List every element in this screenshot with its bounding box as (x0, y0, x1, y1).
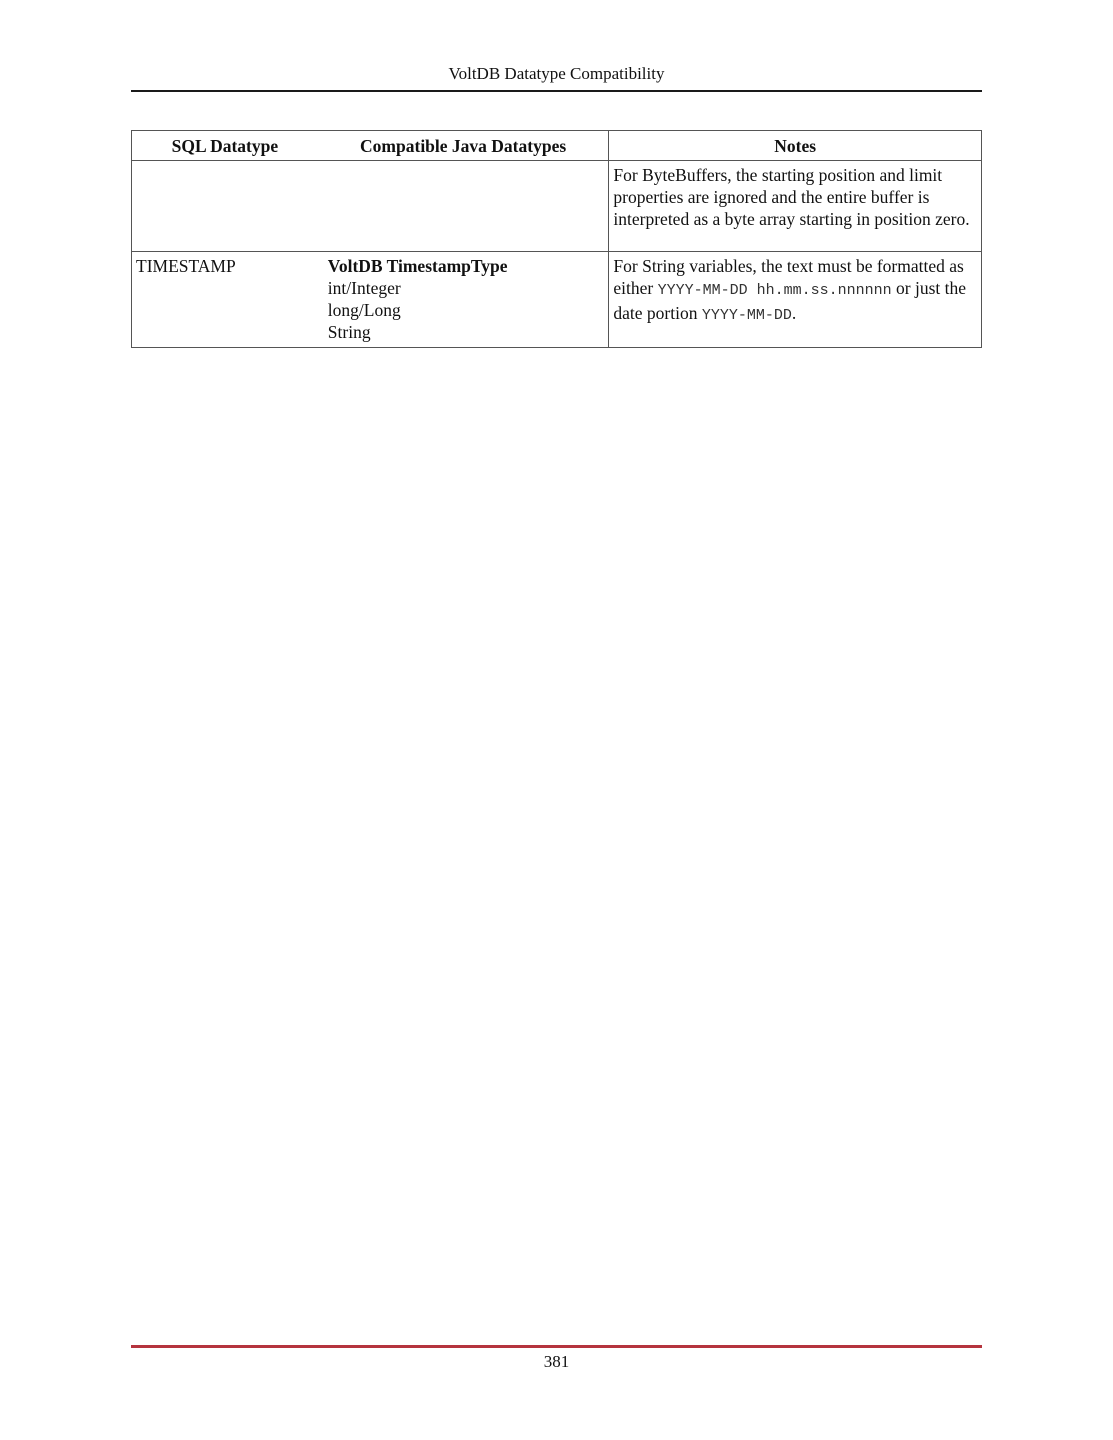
column-header-notes: Notes (609, 131, 982, 161)
date-format-code: YYYY-MM-DD (701, 307, 792, 324)
sql-datatype-cell: TIMESTAMP (132, 252, 318, 348)
java-datatypes-cell (318, 252, 609, 348)
running-header: VoltDB Datatype Compatibility (448, 64, 665, 83)
page-number: 381 (543, 1352, 570, 1371)
notes-cell (609, 252, 982, 348)
column-header-java-datatypes: Compatible Java Datatypes (318, 131, 609, 161)
table-header-row (132, 131, 982, 161)
java-type-item: int/Integer (327, 278, 401, 298)
timestamp-format-code: YYYY-MM-DD hh.mm.ss.nnnnnn (657, 282, 892, 299)
java-type-item: VoltDB TimestampType (327, 256, 508, 276)
header-rule (131, 90, 982, 92)
java-type-item: String (327, 322, 371, 342)
notes-text: . (791, 303, 797, 323)
java-type-item: long/Long (327, 300, 401, 320)
column-header-sql-datatype: SQL Datatype (132, 131, 318, 161)
datatype-compatibility-table (131, 130, 982, 348)
java-datatypes-cell (318, 161, 609, 252)
notes-text: or just the date portion (613, 278, 967, 323)
sql-datatype-cell (132, 161, 318, 252)
notes-text: For String variables, the text must be formatted as either (613, 256, 964, 298)
table-row (132, 161, 982, 252)
notes-cell: For ByteBuffers, the starting position and limit properties are ignored and the entire buffer is interpreted as a byte array starting in position zero. (609, 161, 982, 252)
table-row (132, 252, 982, 348)
footer-rule (131, 1345, 982, 1348)
